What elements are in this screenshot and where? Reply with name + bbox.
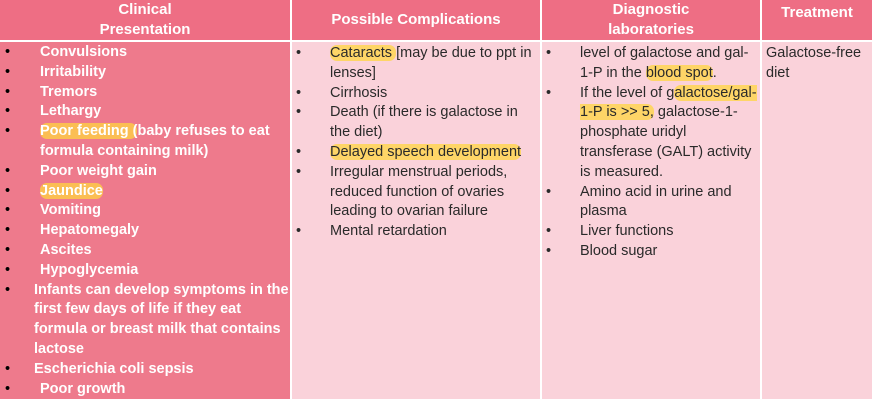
list-item: • Escherichia coli sepsis xyxy=(0,360,290,380)
highlight: Poor feeding ( xyxy=(40,123,138,140)
diagnostic-laboratories-cell xyxy=(542,42,760,399)
clinical-list xyxy=(0,42,290,399)
list-item: • Infants can develop symptoms in the first few days of life if they eat formula or breast milk that contains lactose xyxy=(0,281,290,360)
list-item: • Convulsions xyxy=(0,43,290,63)
header-clinical-presentation xyxy=(0,0,290,40)
list-item: • Vomiting xyxy=(0,201,290,221)
list-item: • Cirrhosis xyxy=(292,84,540,104)
list-item: • level of galactose and gal-1-P in the blood spot. xyxy=(542,44,760,84)
list-item: • Ascites xyxy=(0,241,290,261)
list-item: • Amino acid in urine and plasma xyxy=(542,183,760,223)
header-treatment xyxy=(762,0,872,40)
highlight: blood spot xyxy=(645,64,713,81)
clinical-presentation-cell xyxy=(0,42,290,399)
list-item: • Lethargy xyxy=(0,102,290,122)
list-item: • Liver functions xyxy=(542,222,760,242)
list-item: • Hypoglycemia xyxy=(0,261,290,281)
highlight: Cataracts xyxy=(330,45,397,61)
highlight: Jaundice xyxy=(40,182,103,199)
header-clinical-line2: Presentation xyxy=(99,21,191,38)
complications-list xyxy=(292,42,540,242)
treatment-text: Galactose-free diet xyxy=(766,45,862,81)
header-possible-complications xyxy=(292,0,540,40)
possible-complications-cell xyxy=(292,42,540,399)
list-item: • Poor weight gain xyxy=(0,162,290,182)
header-complications-label: Possible Complications xyxy=(331,11,501,28)
list-item: • Poor feeding (baby refuses to eat formula containing milk) xyxy=(0,122,290,162)
header-clinical-line1: Clinical xyxy=(118,1,172,18)
list-item: • Irregular menstrual periods, reduced function of ovaries leading to ovarian failure xyxy=(292,163,540,222)
highlight: Delayed speech development xyxy=(330,143,522,160)
list-item: • Cataracts [may be due to ppt in lenses] xyxy=(292,44,540,84)
list-item: • If the level of galactose/gal-1-P is >> 5, galactose-1-phosphate uridyl transferase (GALT) activity is measured. xyxy=(542,84,760,183)
highlight: alactose/gal-1-P is >> 5, xyxy=(580,84,757,121)
header-diagnostic-line1: Diagnostic xyxy=(612,1,690,18)
list-item: • Blood sugar xyxy=(542,242,760,262)
list-item xyxy=(0,182,290,202)
list-item: • Mental retardation xyxy=(292,222,540,242)
list-item: • Poor growth xyxy=(0,380,290,399)
column-divider xyxy=(540,0,542,401)
header-diagnostic-line2: laboratories xyxy=(608,21,694,38)
list-item: • Tremors xyxy=(0,83,290,103)
column-divider xyxy=(290,0,292,401)
column-divider xyxy=(760,0,762,401)
list-item: • Irritability xyxy=(0,63,290,83)
list-item: • Hepatomegaly xyxy=(0,221,290,241)
header-treatment-label: Treatment xyxy=(781,4,853,21)
diagnostics-list xyxy=(542,42,760,262)
header-divider xyxy=(0,40,872,42)
list-item: • Death (if there is galactose in the diet) xyxy=(292,103,540,143)
header-diagnostic-laboratories xyxy=(542,0,760,40)
treatment-cell xyxy=(762,42,872,399)
list-item xyxy=(292,143,540,163)
